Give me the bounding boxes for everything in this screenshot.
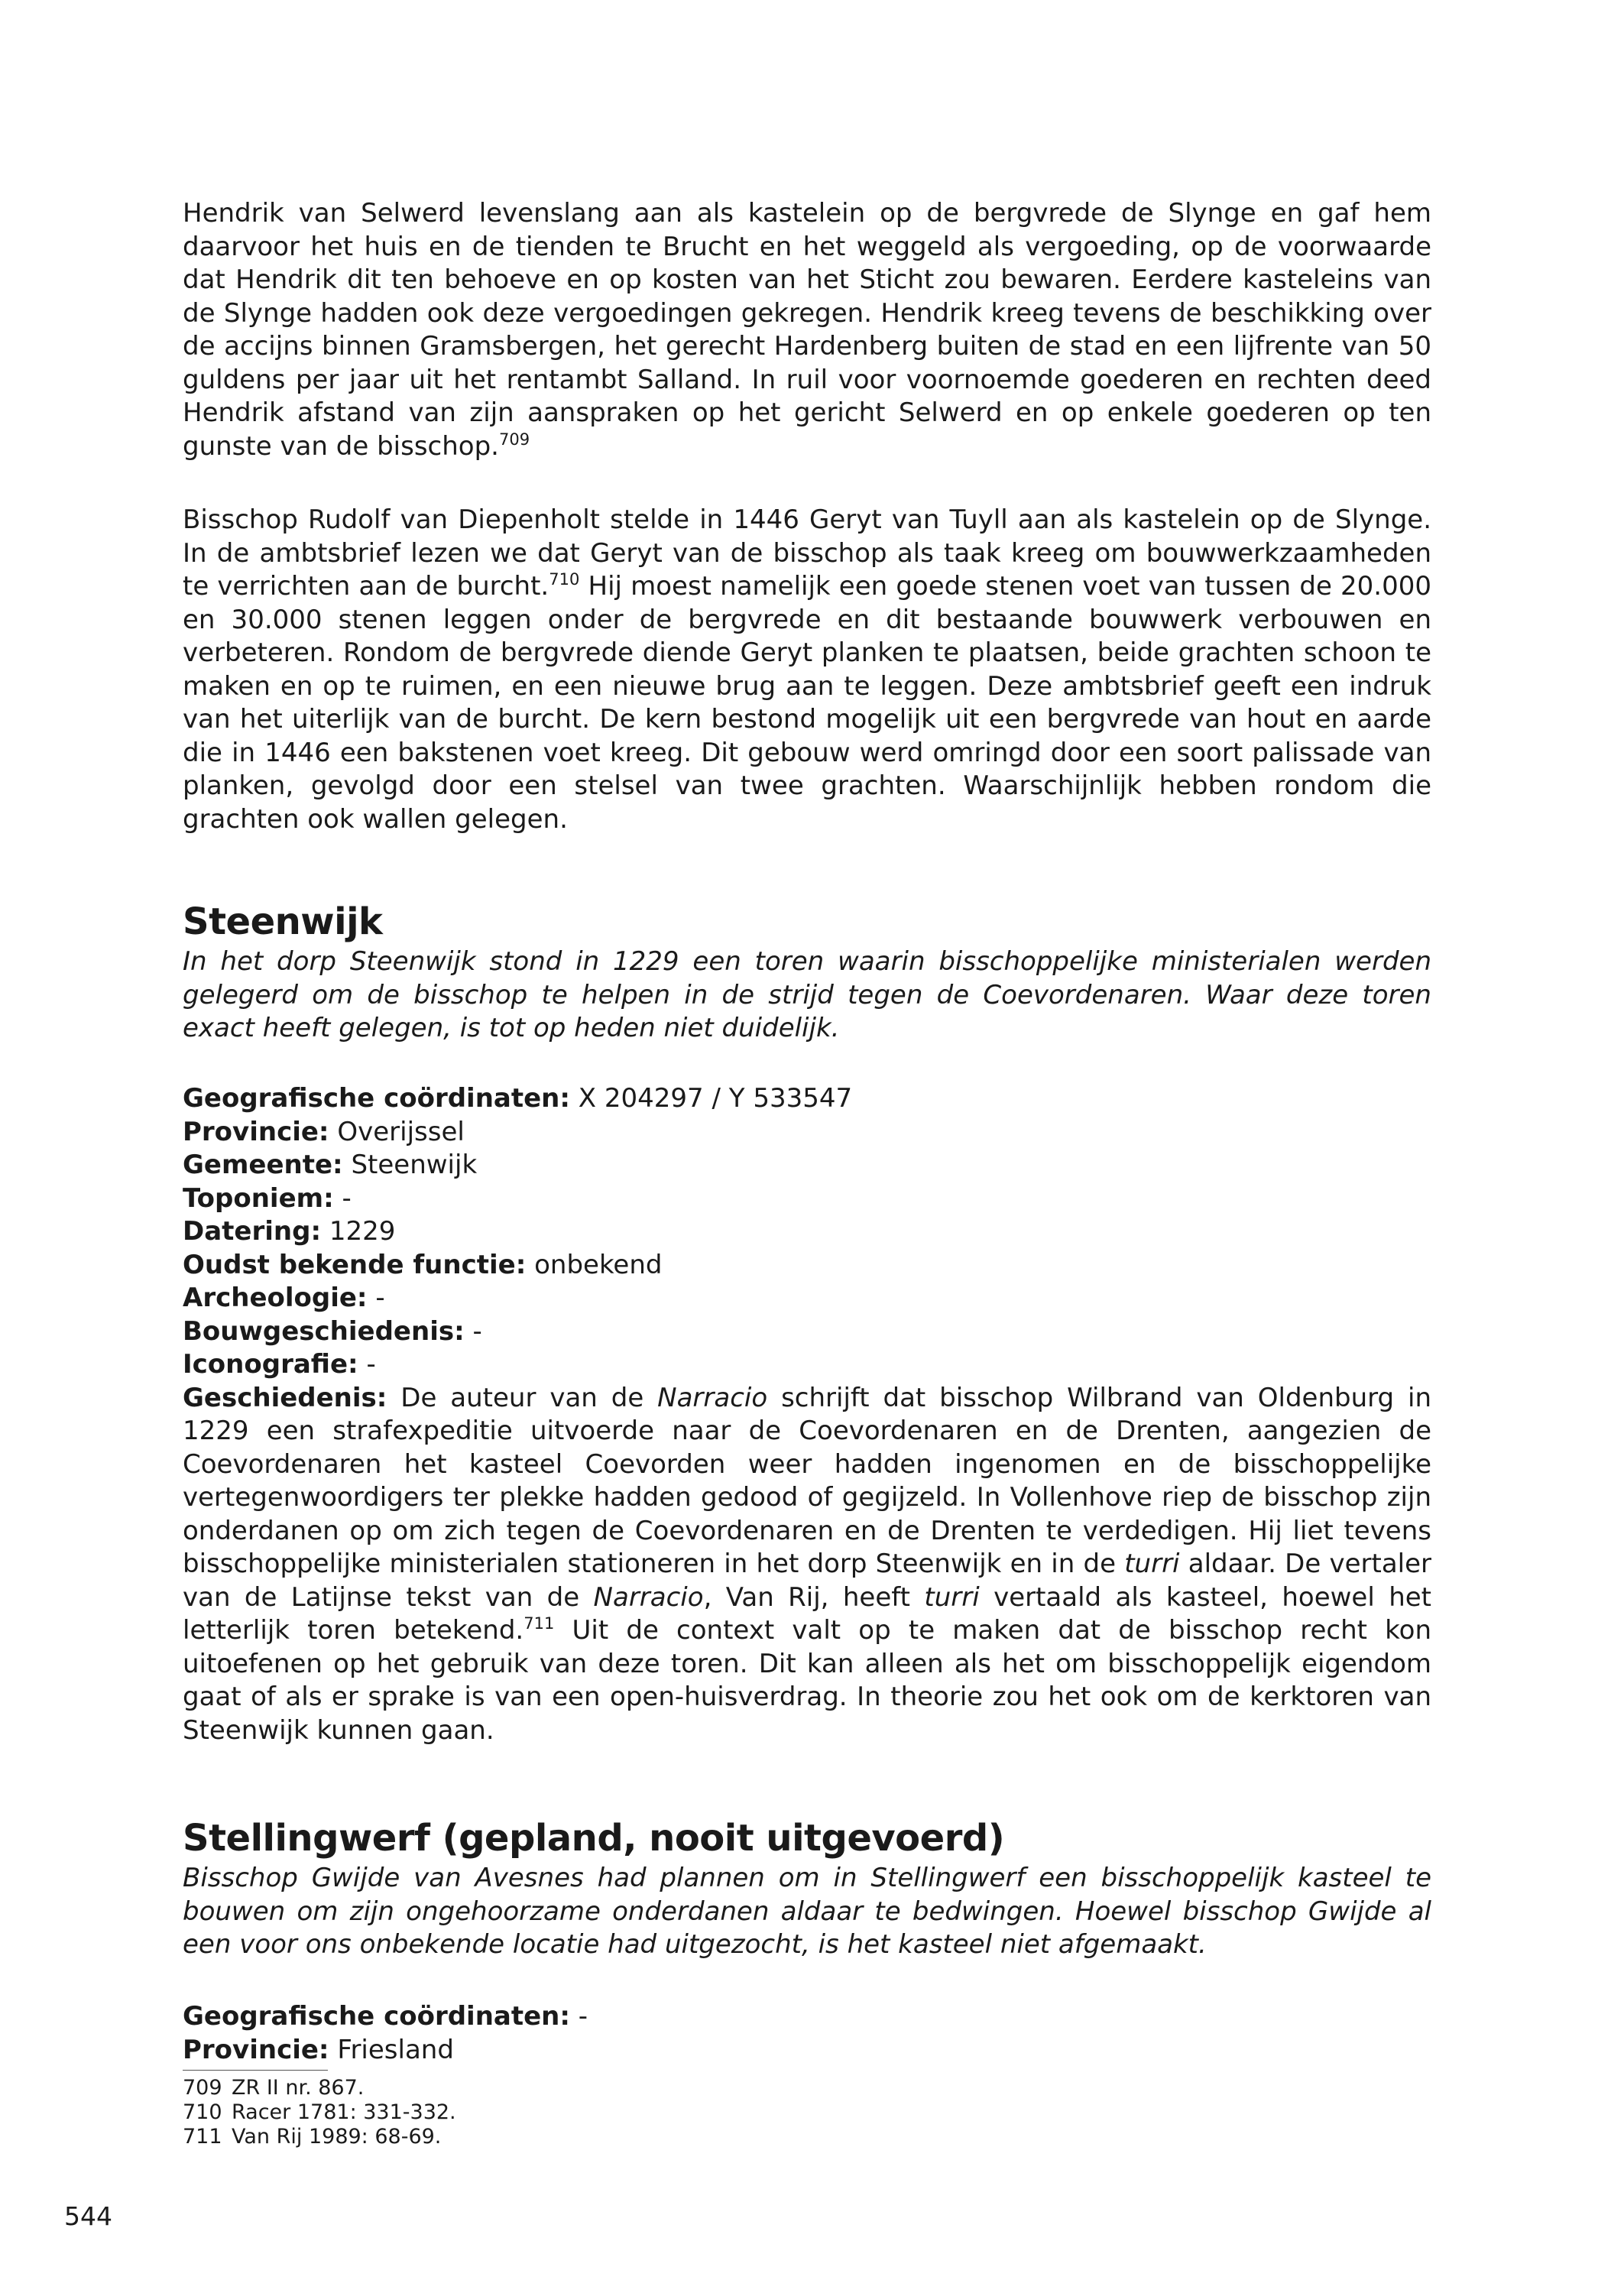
- field-toponiem: [183, 1182, 1431, 1216]
- field-value: -: [367, 1283, 385, 1313]
- footnote-ref-709[interactable]: 709: [498, 430, 530, 449]
- field-value: -: [464, 1315, 482, 1347]
- footnote-text: Racer 1781: 331-332.: [232, 2100, 456, 2124]
- footnote-ref-711[interactable]: 711: [524, 1614, 555, 1633]
- footnote-text: ZR II nr. 867.: [232, 2076, 365, 2100]
- paragraph-kastelein-hendrik: [183, 197, 1431, 463]
- field-gemeente: [183, 1149, 1431, 1182]
- field-label: Archeologie:: [183, 1283, 368, 1313]
- history-italic: turri: [1124, 1549, 1180, 1579]
- field-label: Gemeente:: [183, 1150, 343, 1180]
- field-provincie: [183, 2034, 1431, 2068]
- field-label: Geografische coördinaten:: [183, 1083, 570, 1114]
- section-title-steenwijk: Steenwijk: [183, 900, 383, 943]
- field-functie: [183, 1249, 1431, 1283]
- field-value: onbekend: [526, 1249, 663, 1280]
- paragraph-text: Hendrik van Selwerd levenslang aan als kastelein op de bergvrede de Slynge en gaf hem daarvoor het huis en de tienden te Brucht en het weggeld als vergoeding, op de voorwaarde dat Hendrik dit ten behoeve en op kosten van het Sticht zou bewaren. Eerdere kasteleins van de Slynge hadden ook deze vergoedingen gekregen. Hendrik kreeg tevens de beschikking over de accijns binnen Gramsbergen, het gerecht Hardenberg buiten de stad en een lijfrente van 50 guldens per jaar uit het rentambt Salland. In ruil voor voornoemde goederen en rechten deed Hendrik afstand van zijn aanspraken op het gericht Selwerd en op enkele goederen op ten gunste van de bisschop.: [183, 198, 1431, 462]
- field-label: Datering:: [183, 1216, 322, 1247]
- history-italic: Narracio: [593, 1581, 704, 1613]
- footnote-709: [183, 2076, 456, 2100]
- field-coordinates: [183, 1082, 1431, 1116]
- field-iconografie: [183, 1348, 1431, 1382]
- field-label: Geschiedenis:: [183, 1382, 387, 1413]
- field-label: Bouwgeschiedenis:: [183, 1315, 465, 1347]
- field-value: Overijssel: [329, 1116, 465, 1147]
- field-value: -: [569, 2001, 588, 2032]
- field-value: -: [333, 1182, 352, 1214]
- field-value: X 204297 / Y 533547: [569, 1083, 853, 1114]
- field-coordinates: [183, 2000, 1431, 2034]
- footnote-divider: [183, 2070, 328, 2071]
- footnote-number: 711: [183, 2125, 222, 2149]
- footnote-711: [183, 2125, 456, 2149]
- field-label: Toponiem:: [183, 1182, 334, 1214]
- fields-stellingwerf: [183, 2000, 1431, 2067]
- history-text: Uit de context valt op te maken dat de bisschop recht kon uitoefenen op het gebruik van deze toren. Dit kan alleen als het om bisschoppelijk eigendom gaat of als er sprake is van een open-huisverdrag. In theorie zou het ook om de kerktoren van Steenwijk kunnen gaan.: [183, 1615, 1431, 1746]
- field-label: Provincie:: [183, 2034, 329, 2065]
- paragraph-text-b: Hij moest namelijk een goede stenen voet van tussen de 20.000 en 30.000 stenen leggen onder de bergvrede en dit bestaande bouwwerk verbouwen en verbeteren. Rondom de bergvrede diende Geryt planken te plaatsen, beide grachten schoon te maken en op te ruimen, en een nieuwe brug aan te leggen. Deze ambtsbrief geeft een indruk van het uiterlijk van de burcht. De kern bestond mogelijk uit een bergvrede van hout en aarde die in 1446 een bakstenen voet kreeg. Dit gebouw werd omringd door een soort palissade van planken, gevolgd door een stelsel van twee grachten. Waarschijnlijk hebben rondom die grachten ook wallen gelegen.: [183, 571, 1432, 835]
- field-bouwgeschiedenis: [183, 1315, 1431, 1349]
- footnote-ref-710[interactable]: 710: [549, 570, 580, 589]
- section-title-stellingwerf: Stellingwerf (gepland, nooit uitgevoerd): [183, 1817, 1005, 1860]
- footnote-710: [183, 2100, 456, 2125]
- fields-steenwijk: [183, 1082, 1431, 1747]
- field-label: Provincie:: [183, 1116, 329, 1147]
- history-text: vertaald als kasteel, hoewel het letterlijk toren betekend.: [183, 1581, 1431, 1646]
- field-value: Friesland: [329, 2034, 454, 2065]
- history-italic: turri: [924, 1581, 980, 1613]
- field-geschiedenis: [183, 1382, 1431, 1748]
- footnote-text: Van Rij 1989: 68-69.: [232, 2125, 442, 2149]
- history-text: De auteur van de: [387, 1382, 658, 1413]
- field-provincie: [183, 1116, 1431, 1150]
- section-intro-steenwijk: In het dorp Steenwijk stond in 1229 een toren waarin bisschoppelijke ministerialen werden gelegerd om de bisschop te helpen in de strijd tegen de Coevordenaren. Waar deze toren exact heeft gelegen, is tot op heden niet duidelijk.: [183, 946, 1431, 1043]
- history-text: schrijft dat bisschop Wilbrand van Oldenburg in 1229 een strafexpeditie uitvoerde naar de Coevordenaren en de Drenten, aangezien de Coevordenaren het kasteel Coevorden weer hadden ingenomen en de bisschoppelijke vertegenwoordigers ter plekke hadden gedood of gegijzeld. In Vollenhove riep de bisschop zijn onderdanen op om zich tegen de Coevordenaren en de Drenten te verdedigen. Hij liet tevens bisschoppelijke ministerialen stationeren in het dorp Steenwijk en in de: [183, 1382, 1431, 1579]
- page-number: 544: [64, 2201, 112, 2231]
- field-value: 1229: [321, 1216, 396, 1247]
- paragraph-text-a: Bisschop Rudolf van Diepenholt stelde in 1446 Geryt van Tuyll aan als kastelein op de Slynge. In de ambtsbrief lezen we dat Geryt van de bisschop als taak kreeg om bouwwerkzaamheden te verrichten aan de burcht.: [183, 504, 1431, 602]
- field-value: Steenwijk: [342, 1150, 478, 1180]
- field-value: -: [358, 1349, 376, 1380]
- field-datering: [183, 1215, 1431, 1249]
- field-label: Oudst bekende functie:: [183, 1249, 527, 1280]
- footnotes: [183, 2076, 456, 2149]
- paragraph-geryt-van-tuyll: [183, 504, 1431, 836]
- footnote-number: 710: [183, 2100, 222, 2124]
- history-text: aldaar. De vertaler van de Latijnse tekst van de: [183, 1549, 1431, 1613]
- field-archeologie: [183, 1282, 1431, 1315]
- field-label: Iconografie:: [183, 1349, 358, 1380]
- footnote-number: 709: [183, 2076, 222, 2100]
- history-italic: Narracio: [657, 1382, 768, 1413]
- field-label: Geografische coördinaten:: [183, 2001, 570, 2032]
- section-intro-stellingwerf: Bisschop Gwijde van Avesnes had plannen om in Stellingwerf een bisschoppelijk kasteel te bouwen om zijn ongehoorzame onderdanen aldaar te bedwingen. Hoewel bisschop Gwijde al een voor ons onbekende locatie had uitgezocht, is het kasteel niet afgemaakt.: [183, 1863, 1431, 1960]
- history-text: , Van Rij, heeft: [703, 1581, 925, 1613]
